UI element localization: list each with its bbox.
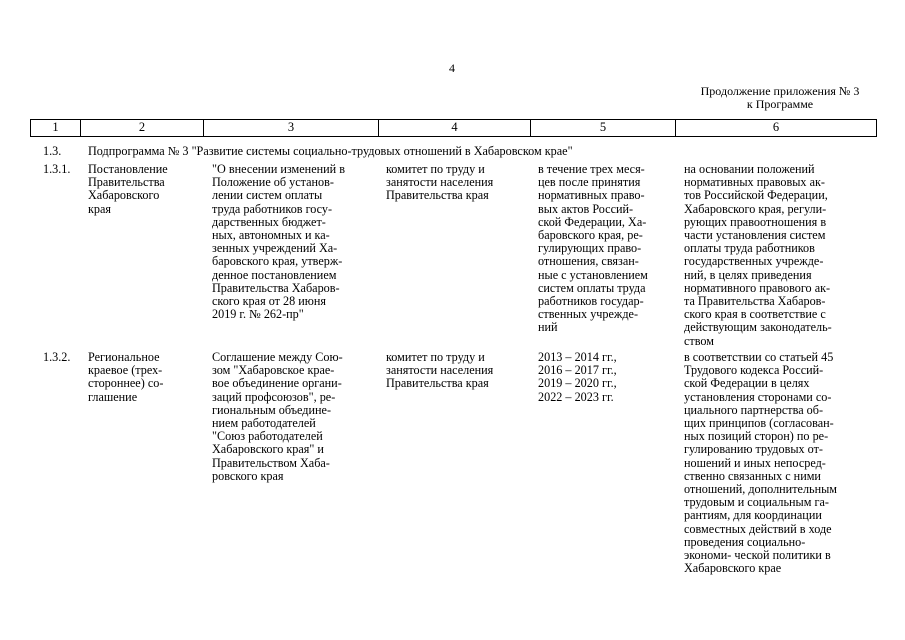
document-title: "О внесении изменений в Положение об установ- лении систем оплаты труда работников госу- дарственных бюджет- ных, автономных и ка- зенных учреждений Ха- баровского края, утверж- денное постановлением Правительства Хабаров- ского края от 28 июня 2019 г. № 262-пр"	[212, 162, 345, 322]
continuation-note	[640, 85, 905, 111]
implementation-term: 2013 – 2014 гг., 2016 – 2017 гг., 2019 – 2020 гг., 2022 – 2023 гг.	[538, 350, 617, 404]
continuation-line-2: к Программе	[746, 97, 814, 111]
column-number-2: 2	[81, 120, 204, 137]
subprogram-number: 1.3.	[43, 144, 62, 158]
measure-name: Постановление Правительства Хабаровского края	[88, 162, 168, 216]
page-number: 4	[449, 61, 455, 75]
column-number-4: 4	[379, 120, 531, 137]
column-number-6: 6	[676, 120, 877, 137]
basis-text: в соответствии со статьей 45 Трудового кодекса Россий- ской Федерации в целях установления сторонами со- циального партнерства об- щих принципов (согласован- ных позиций сторон) по ре- гулированию трудовых от- ношений и иных непосред- ственно связанных с ними отношений, дополнительным трудовым и социальным га- рантиям, для координации совместных действий в ходе проведения социально- экономи- ческой политики в Хабаровского крае	[684, 350, 838, 576]
row-number: 1.3.2.	[43, 350, 71, 364]
responsible-executor: комитет по труду и занятости населения Правительства края	[386, 350, 494, 391]
row-number: 1.3.1.	[43, 162, 71, 176]
measure-name: Региональное краевое (трех- стороннее) со- глашение	[88, 350, 164, 404]
column-number-3: 3	[204, 120, 379, 137]
column-number-1: 1	[31, 120, 81, 137]
basis-text: на основании положений нормативных правовых ак- тов Российской Федерации, Хабаровского края, регули- рующих правоотношения в части установления систем оплаты труда работников государственных учрежде- ний, в целях приведения нормативного правового ак- та Правительства Хабаров- ского края в соответствие с действующим законодатель- ством	[684, 162, 832, 348]
column-number-header	[30, 119, 877, 137]
subprogram-title: Подпрограмма № 3 "Развитие системы социально-трудовых отношений в Хабаровском крае"	[88, 144, 573, 158]
continuation-line-1: Продолжение приложения № 3	[700, 84, 860, 98]
responsible-executor: комитет по труду и занятости населения Правительства края	[386, 162, 494, 203]
implementation-term: в течение трех меся- цев после принятия нормативных право- вых актов Россий- ской Федерации, Ха- баровского края, ре- гулирующих право- отношения, связан- ные с установлением систем оплаты труда работников государ- ственных учрежде- ний	[538, 162, 648, 335]
column-number-5: 5	[531, 120, 676, 137]
document-title: Соглашение между Сою- зом "Хабаровское крае- вое объединение органи- заций профсоюзов", ре- гиональным объедине- нием работодателей "Союз работодателей Хабаровского края" и Правительством Хаба- ровского края	[212, 350, 343, 483]
